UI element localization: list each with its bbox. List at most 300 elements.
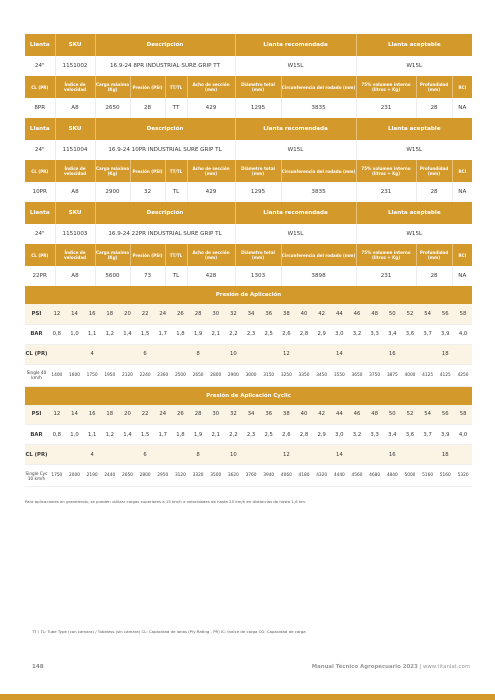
spec-vol-value: 231 bbox=[356, 182, 416, 202]
cl-cell bbox=[295, 344, 313, 364]
product-table bbox=[25, 118, 472, 202]
load-cell: 5000 bbox=[401, 465, 419, 487]
bar-cell: 1,2 bbox=[101, 425, 119, 445]
spec-carga-value: 2650 bbox=[95, 98, 130, 118]
psi-cell: 56 bbox=[436, 405, 454, 425]
psi-cell: 42 bbox=[313, 304, 331, 324]
subheader-diametro: Diámetro total (mm) bbox=[235, 160, 281, 182]
bar-cell: 2,5 bbox=[260, 324, 278, 344]
load-cell: 3620 bbox=[225, 465, 243, 487]
subheader-cl: CL (PR) bbox=[25, 76, 55, 98]
bar-cell: 3,2 bbox=[348, 324, 366, 344]
aceptable-value: W15L bbox=[406, 63, 423, 69]
psi-cell: 50 bbox=[383, 304, 401, 324]
recomendada-value: W15L bbox=[235, 140, 356, 160]
load-cell: 3150 bbox=[260, 364, 278, 386]
sku-value: 1151003 bbox=[55, 224, 95, 244]
psi-cell: 36 bbox=[260, 304, 278, 324]
subheader-presion: Presión (PSI) bbox=[130, 160, 165, 182]
psi-cell: 18 bbox=[101, 304, 119, 324]
header-aceptable: Llanta aceptable bbox=[356, 34, 472, 56]
cl-cell: 6 bbox=[136, 344, 154, 364]
load-cell: 1400 bbox=[48, 364, 66, 386]
product-row bbox=[25, 56, 472, 76]
load-cell: 1750 bbox=[48, 465, 66, 487]
spec-presion-value: 32 bbox=[130, 182, 165, 202]
load-cell: 4250 bbox=[454, 364, 472, 386]
pressure-table bbox=[25, 286, 472, 387]
cl-cell bbox=[295, 445, 313, 465]
subheader-ancho: Acho de sección (mm) bbox=[187, 76, 235, 98]
cl-cell bbox=[119, 445, 137, 465]
spec-tables bbox=[25, 34, 472, 286]
spec-carga-value: 5600 bbox=[95, 266, 130, 286]
load-cell: 2240 bbox=[136, 364, 154, 386]
cl-cell: 8 bbox=[189, 445, 207, 465]
bar-cell: 1,5 bbox=[136, 324, 154, 344]
bar-cell: 3,7 bbox=[419, 324, 437, 344]
load-cell: 4060 bbox=[278, 465, 296, 487]
load-cell: 2000 bbox=[66, 465, 84, 487]
bar-cell: 3,3 bbox=[366, 425, 384, 445]
load-cell: 5320 bbox=[454, 465, 472, 487]
load-row-label: Single Cyc 10 km/h bbox=[25, 465, 48, 487]
psi-cell: 34 bbox=[242, 304, 260, 324]
descripcion-value: 16.9-24 10PR INDUSTRIAL SURE GRIP TL bbox=[95, 140, 235, 160]
spec-circ-value: 3835 bbox=[281, 182, 356, 202]
load-cell: 4125 bbox=[436, 364, 454, 386]
cl-cell bbox=[419, 445, 437, 465]
spec-subheader-row bbox=[25, 76, 472, 98]
subheader-tttl: TT/TL bbox=[165, 160, 187, 182]
subheader-ancho: Acho de sección (mm) bbox=[187, 160, 235, 182]
subheader-circ: Circunferencia del rodado (mm) bbox=[281, 244, 356, 266]
cl-cell bbox=[172, 445, 190, 465]
psi-cell: 44 bbox=[331, 405, 349, 425]
cl-cell bbox=[454, 344, 472, 364]
spec-presion-value: 73 bbox=[130, 266, 165, 286]
subheader-indice: Índice de velocidad bbox=[55, 160, 95, 182]
load-cell: 2650 bbox=[189, 364, 207, 386]
subheader-indice: Índice de velocidad bbox=[55, 76, 95, 98]
psi-cell: 40 bbox=[295, 304, 313, 324]
psi-cell: 18 bbox=[101, 405, 119, 425]
bar-cell: 3,2 bbox=[348, 425, 366, 445]
bar-cell: 1,9 bbox=[189, 425, 207, 445]
cl-cell bbox=[348, 445, 366, 465]
subheader-circ: Circunferencia del rodado (mm) bbox=[281, 76, 356, 98]
bar-cell: 3,6 bbox=[401, 425, 419, 445]
cl-cell: 6 bbox=[136, 445, 154, 465]
cl-cell bbox=[401, 445, 419, 465]
spec-circ-value: 3898 bbox=[281, 266, 356, 286]
product-row bbox=[25, 140, 472, 160]
cl-cell: 16 bbox=[383, 344, 401, 364]
page-content bbox=[25, 34, 472, 487]
load-cell: 2950 bbox=[154, 465, 172, 487]
cl-cell bbox=[313, 344, 331, 364]
bar-cell: 3,3 bbox=[366, 324, 384, 344]
spec-cl-value: 8PR bbox=[25, 98, 55, 118]
load-cell: 3250 bbox=[278, 364, 296, 386]
subheader-vol: 75% volumen interno (litros + Kg) bbox=[356, 244, 416, 266]
subheader-prof: Profundidad (mm) bbox=[416, 160, 452, 182]
psi-cell: 20 bbox=[119, 405, 137, 425]
subheader-ancho: Acho de sección (mm) bbox=[187, 244, 235, 266]
cl-cell bbox=[366, 445, 384, 465]
cl-row-label: CL (PR) bbox=[25, 445, 48, 465]
header-sku: SKU bbox=[55, 34, 95, 56]
application-note: Para aplicaciones en granelerols, se pueden utilizar cargas superiores a 15 km/h a velocidades de hasta 25 km/h en distancias de hasta 1,6 km. bbox=[25, 499, 307, 504]
cl-cell bbox=[66, 445, 84, 465]
psi-cell: 52 bbox=[401, 405, 419, 425]
cl-cell bbox=[401, 344, 419, 364]
header-sku: SKU bbox=[55, 118, 95, 140]
spec-cl-value: 10PR bbox=[25, 182, 55, 202]
bar-cell: 3,0 bbox=[331, 425, 349, 445]
psi-row-label: PSI bbox=[25, 405, 48, 425]
header-descripcion: Descripción bbox=[95, 202, 235, 224]
cl-cell bbox=[101, 445, 119, 465]
bar-cell: 4,0 bbox=[454, 425, 472, 445]
cl-cell bbox=[419, 344, 437, 364]
cl-cell bbox=[154, 445, 172, 465]
cl-cell bbox=[101, 344, 119, 364]
header-aceptable: Llanta aceptable bbox=[356, 118, 472, 140]
spec-indice-value: A8 bbox=[55, 266, 95, 286]
psi-cell: 16 bbox=[83, 405, 101, 425]
spec-rci-value: NA bbox=[458, 105, 467, 111]
spec-carga-value: 2900 bbox=[95, 182, 130, 202]
subheader-presion: Presión (PSI) bbox=[130, 244, 165, 266]
header-descripcion: Descripción bbox=[95, 118, 235, 140]
load-cell: 3120 bbox=[172, 465, 190, 487]
cl-cell: 4 bbox=[83, 445, 101, 465]
product-header-row bbox=[25, 202, 472, 224]
bar-cell: 3,0 bbox=[331, 324, 349, 344]
load-cell: 4440 bbox=[331, 465, 349, 487]
spec-diametro-value: 1295 bbox=[235, 98, 281, 118]
spec-subheader-row bbox=[25, 244, 472, 266]
bar-cell: 3,6 bbox=[401, 324, 419, 344]
psi-cell: 28 bbox=[189, 405, 207, 425]
bar-cell: 3,7 bbox=[419, 425, 437, 445]
load-cell: 3760 bbox=[242, 465, 260, 487]
load-cell: 2120 bbox=[119, 364, 137, 386]
descripcion-value: 16.9-24 22PR INDUSTRIAL SURE GRIP TL bbox=[95, 224, 235, 244]
psi-cell: 24 bbox=[154, 405, 172, 425]
spec-vol-value: 231 bbox=[356, 266, 416, 286]
pressure-title: Presión de Aplicación bbox=[25, 286, 472, 304]
bar-row bbox=[25, 425, 472, 445]
load-cell: 3320 bbox=[189, 465, 207, 487]
subheader-cl: CL (PR) bbox=[25, 244, 55, 266]
header-llanta: Llanta bbox=[25, 118, 55, 140]
psi-cell: 36 bbox=[260, 405, 278, 425]
load-cell: 4840 bbox=[383, 465, 401, 487]
load-row-label: Single 40 km/h bbox=[25, 364, 48, 386]
bar-cell: 1,7 bbox=[154, 324, 172, 344]
load-cell: 2190 bbox=[83, 465, 101, 487]
cl-cell bbox=[119, 344, 137, 364]
cl-cell bbox=[207, 445, 225, 465]
cl-cell: 10 bbox=[225, 344, 243, 364]
bar-cell: 2,8 bbox=[295, 324, 313, 344]
load-cell: 3750 bbox=[366, 364, 384, 386]
bar-cell: 2,6 bbox=[278, 425, 296, 445]
header-recomendada: Llanta recomendada bbox=[235, 202, 356, 224]
header-llanta: Llanta bbox=[25, 202, 55, 224]
bar-cell: 1,1 bbox=[83, 324, 101, 344]
cl-row-label: CL (PR) bbox=[25, 344, 48, 364]
pressure-tables bbox=[25, 286, 472, 487]
psi-cell: 14 bbox=[66, 304, 84, 324]
abbreviation-footnote: TT / TL: Tube Type (con cámara) / Tubeless (sin cámara) CL: Capacidad de lonas (Ply Rating - PR) IC: Índice de carga CG: Capacidad de carga bbox=[32, 629, 306, 634]
load-cell: 3875 bbox=[383, 364, 401, 386]
spec-tttl-value: TL bbox=[165, 266, 187, 286]
cl-cell bbox=[172, 344, 190, 364]
bar-cell: 2,1 bbox=[207, 425, 225, 445]
load-cell: 3350 bbox=[295, 364, 313, 386]
product-header-row bbox=[25, 118, 472, 140]
product-table bbox=[25, 202, 472, 286]
subheader-indice: Índice de velocidad bbox=[55, 244, 95, 266]
cl-cell bbox=[348, 344, 366, 364]
subheader-prof: Profundidad (mm) bbox=[416, 76, 452, 98]
recomendada-value: W15L bbox=[235, 56, 356, 76]
bar-cell: 2,9 bbox=[313, 324, 331, 344]
spec-tttl-value: TT bbox=[165, 98, 187, 118]
bar-cell: 2,3 bbox=[242, 425, 260, 445]
product-table bbox=[25, 34, 472, 118]
bar-cell: 3,9 bbox=[436, 425, 454, 445]
psi-cell: 30 bbox=[207, 405, 225, 425]
bar-cell: 1,0 bbox=[66, 425, 84, 445]
bar-cell: 2,2 bbox=[225, 324, 243, 344]
header-aceptable: Llanta aceptable bbox=[356, 202, 472, 224]
psi-cell: 48 bbox=[366, 405, 384, 425]
bar-row bbox=[25, 324, 472, 344]
psi-cell: 30 bbox=[207, 304, 225, 324]
bar-cell: 2,2 bbox=[225, 425, 243, 445]
load-cell: 2650 bbox=[119, 465, 137, 487]
load-cell: 4320 bbox=[313, 465, 331, 487]
cl-cell bbox=[260, 344, 278, 364]
load-cell: 2800 bbox=[136, 465, 154, 487]
load-cell: 3940 bbox=[260, 465, 278, 487]
load-cell: 5160 bbox=[436, 465, 454, 487]
load-row bbox=[25, 465, 472, 487]
psi-cell: 16 bbox=[83, 304, 101, 324]
psi-cell: 22 bbox=[136, 405, 154, 425]
pressure-title-row bbox=[25, 387, 472, 405]
recomendada-value: W15L bbox=[235, 224, 356, 244]
psi-cell: 58 bbox=[454, 304, 472, 324]
cl-cell: 18 bbox=[436, 445, 454, 465]
subheader-rci: RCI bbox=[452, 76, 472, 98]
load-cell: 2800 bbox=[207, 364, 225, 386]
load-row bbox=[25, 364, 472, 386]
psi-cell: 54 bbox=[419, 304, 437, 324]
bar-cell: 3,4 bbox=[383, 425, 401, 445]
psi-cell: 26 bbox=[172, 304, 190, 324]
cl-cell: 4 bbox=[83, 344, 101, 364]
spec-indice-value: A8 bbox=[55, 182, 95, 202]
bottom-accent-bar bbox=[0, 694, 495, 700]
load-cell: 2900 bbox=[225, 364, 243, 386]
pressure-table bbox=[25, 387, 472, 488]
bar-cell: 1,7 bbox=[154, 425, 172, 445]
cl-cell: 12 bbox=[278, 344, 296, 364]
spec-diametro-value: 1303 bbox=[235, 266, 281, 286]
bar-cell: 2,8 bbox=[295, 425, 313, 445]
cl-cell bbox=[207, 344, 225, 364]
cl-cell bbox=[366, 344, 384, 364]
psi-cell: 12 bbox=[48, 304, 66, 324]
subheader-carga: Carga máxima (Kg) bbox=[95, 76, 130, 98]
spec-prof-value: 28 bbox=[416, 182, 452, 202]
cl-cell: 8 bbox=[189, 344, 207, 364]
psi-cell: 46 bbox=[348, 405, 366, 425]
load-cell: 1950 bbox=[101, 364, 119, 386]
subheader-tttl: TT/TL bbox=[165, 76, 187, 98]
psi-cell: 26 bbox=[172, 405, 190, 425]
descripcion-value: 16.9-24 8PR INDUSTRIAL SURE GRIP TT bbox=[95, 56, 235, 76]
load-cell: 4680 bbox=[366, 465, 384, 487]
header-llanta: Llanta bbox=[25, 34, 55, 56]
psi-cell: 12 bbox=[48, 405, 66, 425]
subheader-carga: Carga máxima (Kg) bbox=[95, 160, 130, 182]
bar-cell: 1,1 bbox=[83, 425, 101, 445]
sku-value: 1151004 bbox=[55, 140, 95, 160]
cl-row bbox=[25, 445, 472, 465]
spec-tttl-value: TL bbox=[165, 182, 187, 202]
psi-row bbox=[25, 304, 472, 324]
psi-cell: 28 bbox=[189, 304, 207, 324]
subheader-vol: 75% volumen interno (litros + Kg) bbox=[356, 76, 416, 98]
psi-cell: 34 bbox=[242, 405, 260, 425]
load-cell: 2360 bbox=[154, 364, 172, 386]
cl-cell: 14 bbox=[331, 445, 349, 465]
psi-cell: 38 bbox=[278, 304, 296, 324]
psi-cell: 54 bbox=[419, 405, 437, 425]
subheader-circ: Circunferencia del rodado (mm) bbox=[281, 160, 356, 182]
llanta-value: 24" bbox=[25, 56, 55, 76]
cl-cell bbox=[242, 344, 260, 364]
psi-cell: 40 bbox=[295, 405, 313, 425]
spec-cl-value: 22PR bbox=[25, 266, 55, 286]
subheader-tttl: TT/TL bbox=[165, 244, 187, 266]
bar-cell: 2,9 bbox=[313, 425, 331, 445]
psi-row-label: PSI bbox=[25, 304, 48, 324]
bar-cell: 1,0 bbox=[66, 324, 84, 344]
cl-cell: 10 bbox=[225, 445, 243, 465]
bar-cell: 1,8 bbox=[172, 425, 190, 445]
subheader-cl: CL (PR) bbox=[25, 160, 55, 182]
load-cell: 4180 bbox=[295, 465, 313, 487]
psi-cell: 56 bbox=[436, 304, 454, 324]
pressure-title: Presión de Aplicación Cyclic bbox=[25, 387, 472, 405]
bar-cell: 1,5 bbox=[136, 425, 154, 445]
bar-cell: 0,8 bbox=[48, 324, 66, 344]
load-cell: 5160 bbox=[419, 465, 437, 487]
bar-row-label: BAR bbox=[25, 425, 48, 445]
cl-cell bbox=[242, 445, 260, 465]
bar-row-label: BAR bbox=[25, 324, 48, 344]
bar-cell: 1,8 bbox=[172, 324, 190, 344]
cl-cell bbox=[260, 445, 278, 465]
product-header-row bbox=[25, 34, 472, 56]
header-descripcion: Descripción bbox=[95, 34, 235, 56]
psi-cell: 52 bbox=[401, 304, 419, 324]
load-cell: 2500 bbox=[172, 364, 190, 386]
spec-presion-value: 28 bbox=[130, 98, 165, 118]
spec-prof-value: 28 bbox=[416, 266, 452, 286]
psi-cell: 44 bbox=[331, 304, 349, 324]
bar-cell: 1,2 bbox=[101, 324, 119, 344]
subheader-carga: Carga máxima (Kg) bbox=[95, 244, 130, 266]
spec-diametro-value: 1295 bbox=[235, 182, 281, 202]
spec-circ-value: 3835 bbox=[281, 98, 356, 118]
bar-cell: 4,0 bbox=[454, 324, 472, 344]
spec-rci-value: NA bbox=[458, 189, 467, 195]
bar-cell: 1,9 bbox=[189, 324, 207, 344]
load-cell: 3000 bbox=[242, 364, 260, 386]
aceptable-value: W15L bbox=[406, 231, 423, 237]
aceptable-value: W15L bbox=[406, 147, 423, 153]
cl-cell bbox=[313, 445, 331, 465]
load-cell: 1600 bbox=[66, 364, 84, 386]
product-row bbox=[25, 224, 472, 244]
cl-cell: 12 bbox=[278, 445, 296, 465]
manual-title: Manual Técnico Agropecuario 2023 bbox=[311, 664, 418, 670]
spec-values-row bbox=[25, 182, 472, 202]
cl-cell bbox=[48, 445, 66, 465]
psi-cell: 14 bbox=[66, 405, 84, 425]
psi-cell: 20 bbox=[119, 304, 137, 324]
psi-cell: 50 bbox=[383, 405, 401, 425]
bar-cell: 2,1 bbox=[207, 324, 225, 344]
bar-cell: 0,8 bbox=[48, 425, 66, 445]
subheader-rci: RCI bbox=[452, 244, 472, 266]
cl-cell: 14 bbox=[331, 344, 349, 364]
psi-cell: 58 bbox=[454, 405, 472, 425]
spec-rci-value: NA bbox=[458, 273, 467, 279]
load-cell: 3550 bbox=[331, 364, 349, 386]
bar-cell: 2,5 bbox=[260, 425, 278, 445]
spec-values-row bbox=[25, 266, 472, 286]
cl-cell: 18 bbox=[436, 344, 454, 364]
psi-row bbox=[25, 405, 472, 425]
spec-vol-value: 231 bbox=[356, 98, 416, 118]
cl-cell bbox=[454, 445, 472, 465]
llanta-value: 24" bbox=[25, 140, 55, 160]
bar-cell: 1,4 bbox=[119, 324, 137, 344]
subheader-vol: 75% volumen interno (litros + Kg) bbox=[356, 160, 416, 182]
spec-subheader-row bbox=[25, 160, 472, 182]
llanta-value: 24" bbox=[25, 224, 55, 244]
psi-cell: 42 bbox=[313, 405, 331, 425]
manual-footer: Manual Técnico Agropecuario 2023 | www.titanlat.com bbox=[311, 664, 470, 670]
psi-cell: 24 bbox=[154, 304, 172, 324]
load-cell: 1750 bbox=[83, 364, 101, 386]
pressure-title-row bbox=[25, 286, 472, 304]
spec-ancho-value: 428 bbox=[187, 266, 235, 286]
cl-cell bbox=[48, 344, 66, 364]
psi-cell: 48 bbox=[366, 304, 384, 324]
header-sku: SKU bbox=[55, 202, 95, 224]
subheader-diametro: Diámetro total (mm) bbox=[235, 244, 281, 266]
